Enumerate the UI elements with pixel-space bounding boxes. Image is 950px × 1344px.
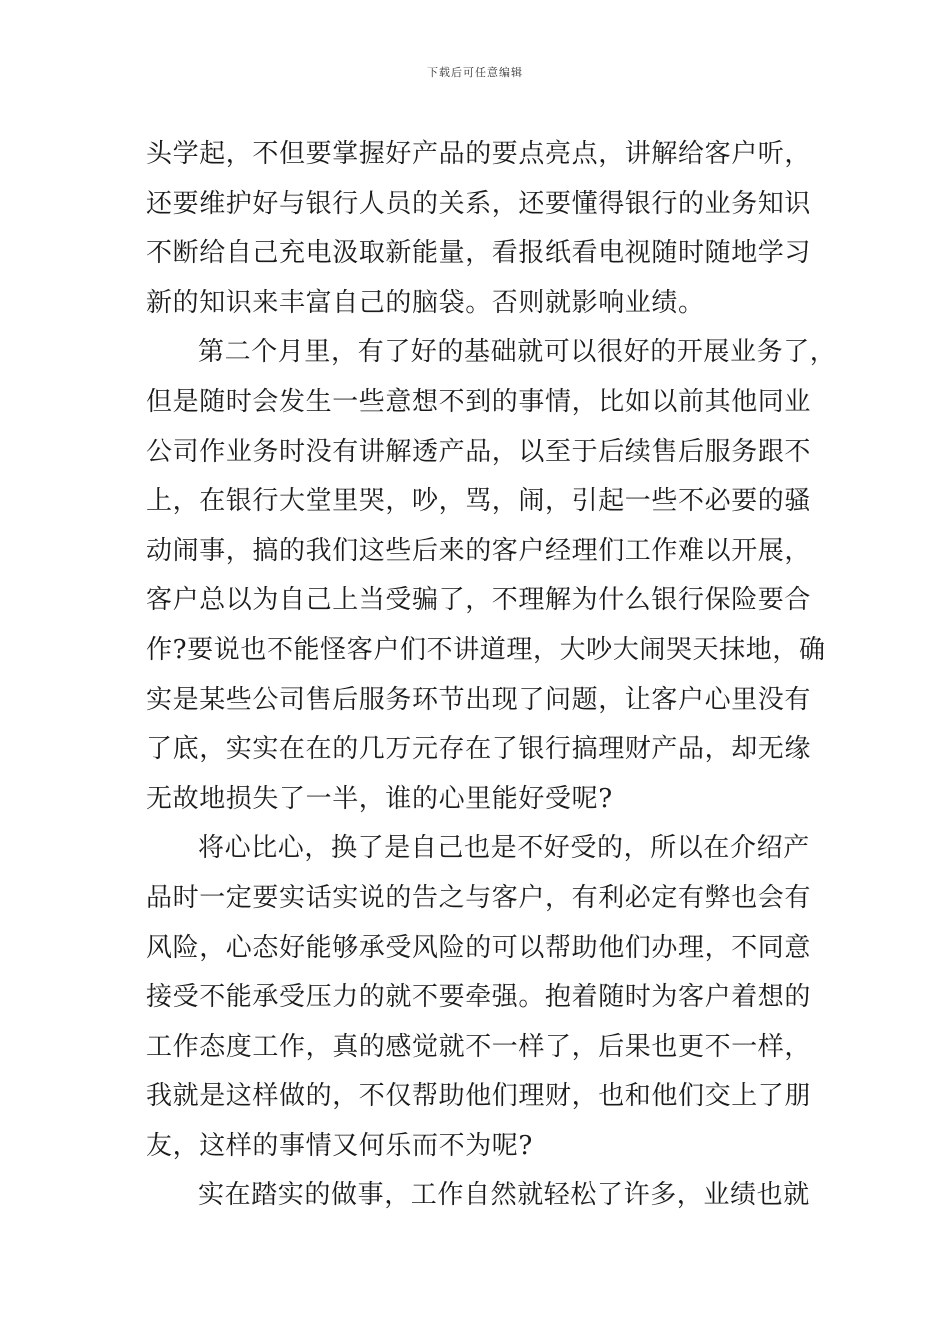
text-line: 公司作业务时没有讲解透产品，以至于后续售后服务跟不	[146, 436, 812, 467]
text-line: 第二个月里，有了好的基础就可以很好的开展业务了，	[198, 337, 837, 368]
text-line: 将心比心，换了是自己也是不好受的，所以在介绍产	[198, 833, 810, 864]
text-line: 客户总以为自己上当受骗了，不理解为什么银行保险要合	[146, 585, 812, 616]
text-line: 不断给自己充电汲取新能量，看报纸看电视随时随地学习	[146, 238, 812, 269]
text-line: 风险，心态好能够承受风险的可以帮助他们办理，不同意	[146, 932, 812, 963]
text-line: 无故地损失了一半，谁的心里能好受呢?	[146, 783, 613, 814]
text-line: 上，在银行大堂里哭，吵，骂，闹，引起一些不必要的骚	[146, 486, 812, 517]
document-body	[146, 130, 837, 1221]
text-line: 动闹事，搞的我们这些后来的客户经理们工作难以开展，	[146, 535, 812, 566]
text-line: 友，这样的事情又何乐而不为呢?	[146, 1130, 533, 1161]
text-line: 了底，实实在在的几万元存在了银行搞理财产品，却无缘	[146, 734, 812, 765]
text-line: 我就是这样做的，不仅帮助他们理财，也和他们交上了朋	[146, 1081, 812, 1112]
text-line: 品时一定要实话实说的告之与客户，有利必定有弊也会有	[146, 882, 812, 913]
text-line: 实是某些公司售后服务环节出现了问题，让客户心里没有	[146, 684, 812, 715]
text-line: 新的知识来丰富自己的脑袋。否则就影响业绩。	[146, 287, 705, 318]
text-line: 还要维护好与银行人员的关系，还要懂得银行的业务知识	[146, 188, 812, 219]
text-line: 头学起，不但要掌握好产品的要点亮点，讲解给客户听，	[146, 139, 812, 169]
text-line: 工作态度工作，真的感觉就不一样了，后果也更不一样，	[146, 1031, 812, 1062]
page-header: 下载后可任意编辑	[427, 66, 523, 79]
text-line: 但是随时会发生一些意想不到的事情，比如以前其他同业	[146, 386, 812, 417]
text-line: 接受不能承受压力的就不要牵强。抱着随时为客户着想的	[146, 982, 812, 1013]
text-line: 实在踏实的做事，工作自然就轻松了许多，业绩也就	[198, 1180, 810, 1211]
text-line: 作?要说也不能怪客户们不讲道理，大吵大闹哭天抹地，确	[146, 634, 826, 665]
